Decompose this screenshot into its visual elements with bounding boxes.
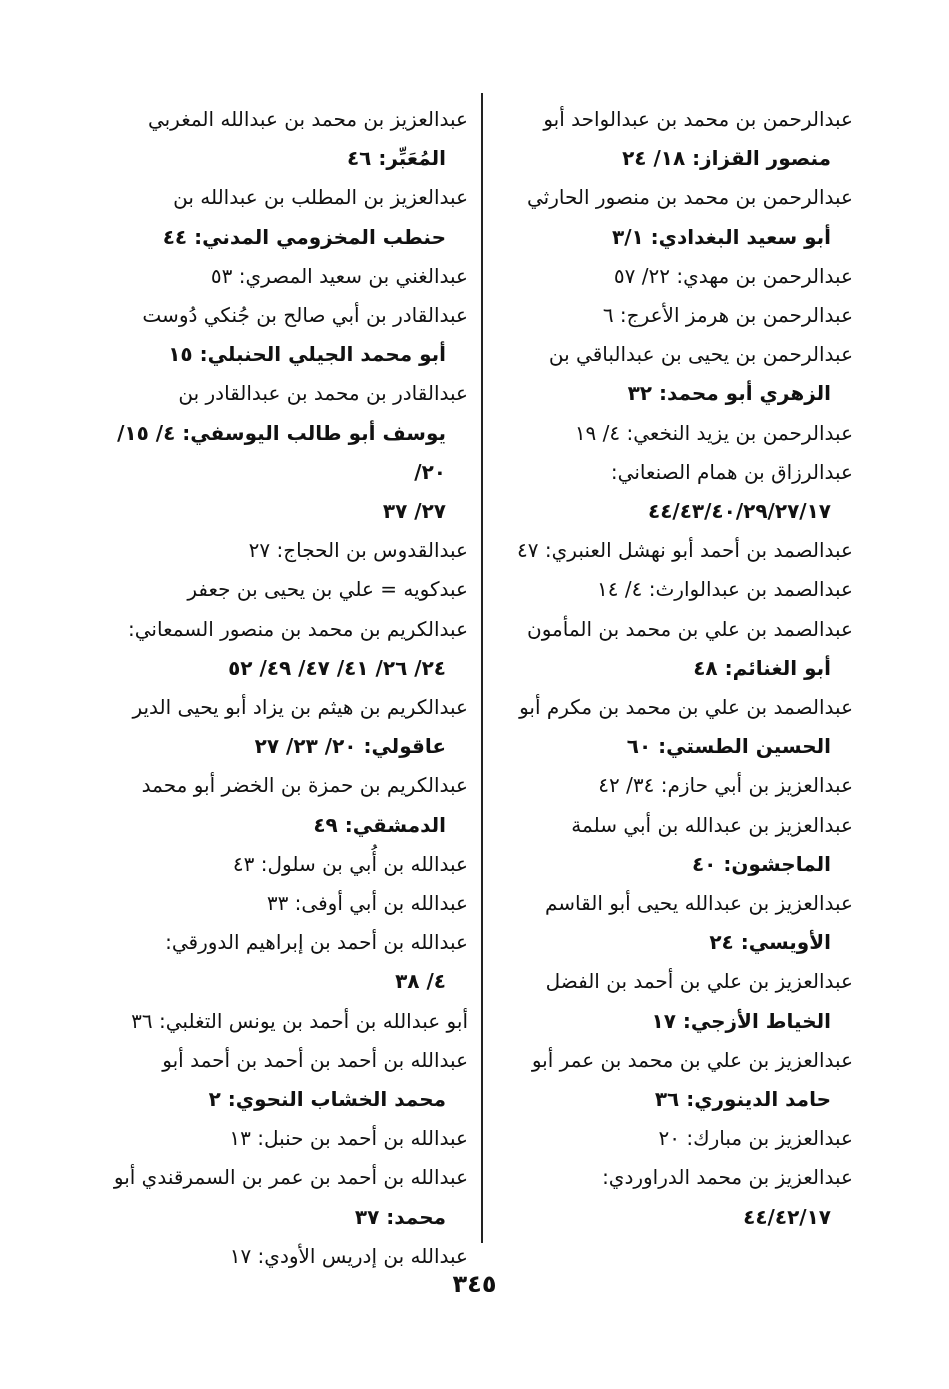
- index-entry: [498, 610, 853, 688]
- entry-line1: عبدالعزيز بن محمد بن عبدالله المغربي: [147, 107, 468, 131]
- index-entry: [498, 688, 853, 766]
- index-entry: [498, 414, 853, 453]
- entry-line2: محمد الخشاب النحوي: ٢: [208, 1087, 446, 1112]
- index-entry: [108, 766, 468, 844]
- entry-line1: عبدالقدوس بن الحجاج: ٢٧: [248, 538, 468, 563]
- entry-line1: عبدالعزيز بن علي بن أحمد بن الفضل: [545, 969, 853, 994]
- entry-line1: عبدالعزيز بن عبدالله بن أبي سلمة: [571, 812, 853, 837]
- entry-line1: أبو عبدالله بن أحمد بن يونس التغلبي: ٣٦: [131, 1008, 468, 1033]
- index-entry: [498, 570, 853, 609]
- column-divider: [481, 93, 483, 1243]
- entry-line1: عبدالكريم بن حمزة بن الخضر أبو محمد: [141, 773, 468, 798]
- index-entry: [498, 1119, 853, 1158]
- entry-line1: عبدالكريم بن محمد بن منصور السمعاني:: [128, 616, 468, 641]
- entry-line1: عبدالله بن أحمد بن حنبل: ١٣: [229, 1126, 468, 1151]
- entry-line2: عاقولي: ٢٠/ ٢٣/ ٢٧: [254, 734, 446, 759]
- entry-line2: المُعَبِّر: ٤٦: [346, 146, 446, 171]
- entry-line1: عبدالصمد بن أحمد أبو نهشل العنبري: ٤٧: [517, 538, 853, 563]
- index-entry: [108, 257, 468, 296]
- index-entry: [108, 923, 468, 1001]
- entry-line1: عبدكويه = علي بن يحيى بن جعفر: [187, 577, 468, 602]
- index-entry: [108, 845, 468, 884]
- entry-line1: عبدالرحمن بن محمد بن عبدالواحد أبو: [543, 107, 853, 131]
- entry-line1: عبدالعزيز بن المطلب بن عبدالله بن: [173, 185, 468, 210]
- index-entry: [498, 962, 853, 1040]
- entry-line1: عبدالقادر بن محمد بن عبدالقادر بن: [178, 381, 468, 406]
- entry-line2: الزهري أبو محمد: ٣٢: [627, 381, 831, 406]
- entry-line2: الدمشقي: ٤٩: [313, 812, 446, 837]
- index-entry: [108, 1119, 468, 1158]
- index-entry: [498, 100, 853, 178]
- entry-line1: عبدالله بن أحمد بن إبراهيم الدورقي:: [165, 930, 468, 955]
- index-entry: [498, 531, 853, 570]
- index-entry: [498, 335, 853, 413]
- entry-line2: ٢٤/ ٢٦/ ٤١/ ٤٧/ ٤٩/ ٥٢: [228, 655, 446, 680]
- entry-line2: ٤٤/٤٣/٤٠/٢٩/٢٧/١٧: [647, 499, 831, 524]
- entry-line1: عبدالعزيز بن أبي حازم: ٣٤/ ٤٢: [598, 773, 853, 798]
- entry-line1: عبدالصمد بن علي بن محمد بن المأمون: [527, 616, 853, 641]
- entry-line2: أبو محمد الجيلي الحنبلي: ١٥: [168, 342, 446, 367]
- index-entry: [108, 1158, 468, 1236]
- entry-line2: الأويسي: ٢٤: [709, 930, 831, 955]
- entry-line2: حامد الدينوري: ٣٦: [654, 1087, 831, 1112]
- entry-line1: عبدالله بن أبي أوفى: ٣٣: [266, 891, 468, 916]
- entry-line1: عبدالله بن إدريس الأودي: ١٧: [229, 1243, 468, 1268]
- entry-line1: عبدالصمد بن عبدالوارث: ٤/ ١٤: [597, 577, 853, 602]
- entry-line1: عبدالرحمن بن هرمز الأعرج: ٦: [602, 303, 853, 328]
- index-entry: [498, 884, 853, 962]
- entry-line2: الحسين الطستي: ٦٠: [626, 734, 831, 759]
- index-entry: [498, 296, 853, 335]
- entry-line2: يوسف أبو طالب اليوسفي: ٤/ ١٥/ ٢٠/: [117, 420, 446, 484]
- entry-line1: عبدالرحمن بن مهدي: ٢٢/ ٥٧: [613, 263, 853, 288]
- entry-line1: عبدالقادر بن أبي صالح بن جُنكي دُوست: [142, 303, 468, 328]
- entry-line1: عبدالله بن أُبي بن سلول: ٤٣: [232, 851, 468, 876]
- entry-line1: عبدالصمد بن علي بن محمد بن مكرم أبو: [519, 695, 853, 720]
- right-column: [498, 100, 853, 1237]
- entry-line1: عبدالله بن أحمد بن أحمد بن أحمد أبو: [162, 1047, 468, 1072]
- index-entry: [498, 257, 853, 296]
- entry-line2: الماجشون: ٤٠: [691, 851, 831, 876]
- entry-line2: محمد: ٣٧: [354, 1204, 446, 1229]
- index-entry: [108, 570, 468, 609]
- entry-line2: ٤٤/٤٢/١٧: [743, 1204, 831, 1229]
- entry-line2: منصور القزاز: ١٨/ ٢٤: [622, 146, 831, 171]
- entry-line1: عبدالعزيز بن علي بن محمد بن عمر أبو: [531, 1047, 853, 1072]
- index-entry: [108, 688, 468, 766]
- entry-line1: عبدالرحمن بن محمد بن منصور الحارثي: [527, 185, 853, 210]
- entry-line2: الخياط الأزجي: ١٧: [651, 1008, 831, 1033]
- index-entry: [108, 374, 468, 531]
- entry-line1: عبدالرحمن بن يزيد النخعي: ٤/ ١٩: [574, 420, 853, 445]
- index-entry: [498, 453, 853, 531]
- page-number: ٣٤٥: [452, 1270, 497, 1298]
- entry-line3: ٢٧/ ٣٧: [382, 499, 446, 524]
- index-entry: [108, 610, 468, 688]
- index-entry: [108, 531, 468, 570]
- index-entry: [108, 100, 468, 178]
- entry-line2: ٤/ ٣٨: [395, 969, 446, 994]
- index-entry: [498, 178, 853, 256]
- entry-line2: أبو الغنائم: ٤٨: [693, 655, 831, 680]
- entry-line2: أبو سعيد البغدادي: ٣/١: [611, 224, 831, 249]
- entry-line1: عبدالعزيز بن محمد الدراوردي:: [602, 1165, 853, 1190]
- index-entry: [108, 884, 468, 923]
- index-entry: [498, 806, 853, 884]
- left-column: [108, 100, 468, 1276]
- index-entry: [108, 296, 468, 374]
- entry-line1: عبدالعزيز بن عبدالله يحيى أبو القاسم: [544, 891, 853, 916]
- index-entry: [498, 766, 853, 805]
- index-entry: [108, 178, 468, 256]
- index-entry: [108, 1041, 468, 1119]
- entry-line1: عبدالرحمن بن يحيى بن عبدالباقي بن: [548, 342, 853, 367]
- entry-line2: حنطب المخزومي المدني: ٤٤: [162, 224, 446, 249]
- entry-line1: عبدالرزاق بن همام الصنعاني:: [610, 459, 853, 484]
- entry-line1: عبدالكريم بن هيثم بن يزاد أبو يحيى الدير: [132, 695, 468, 720]
- index-entry: [498, 1041, 853, 1119]
- entry-line1: عبدالعزيز بن مبارك: ٢٠: [658, 1126, 853, 1151]
- entry-line1: عبدالله بن أحمد بن عمر بن السمرقندي أبو: [113, 1165, 468, 1190]
- index-entry: [498, 1158, 853, 1236]
- entry-line1: عبدالغني بن سعيد المصري: ٥٣: [210, 263, 468, 288]
- index-entry: [108, 1002, 468, 1041]
